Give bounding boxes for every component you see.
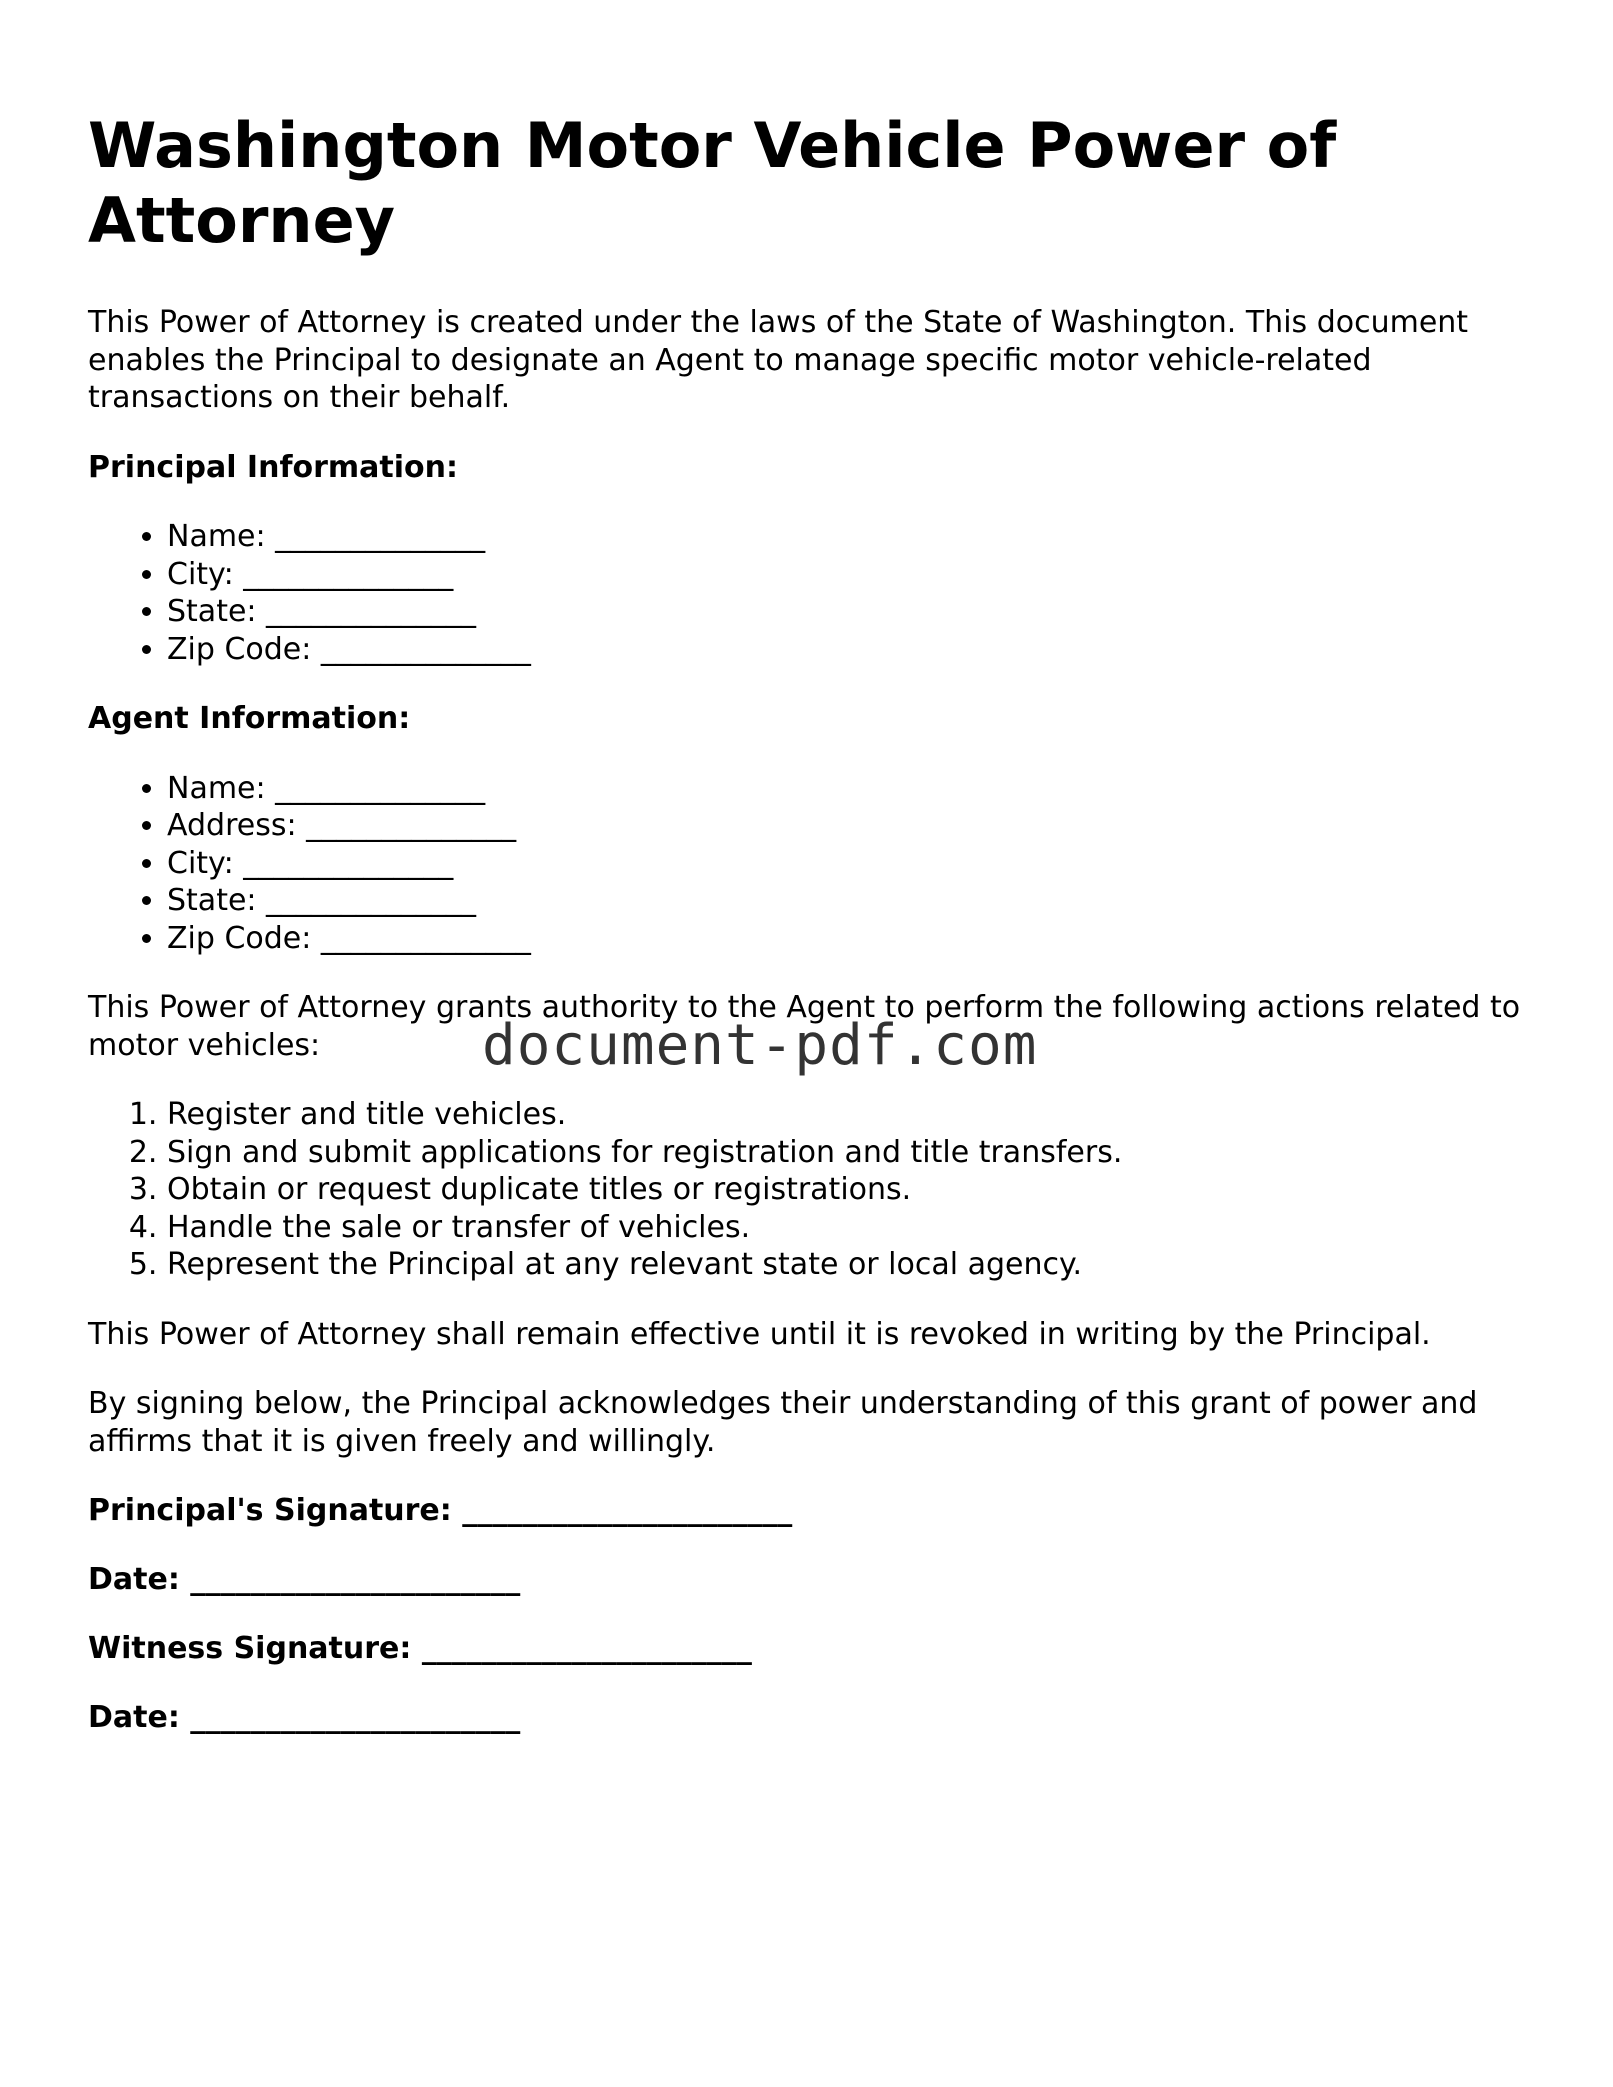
principal-date-line: Date: ______________________ bbox=[88, 1562, 521, 1597]
intro-paragraph: This Power of Attorney is created under the laws of the State of Washington. This document enables the Principal to designate an Agent to manage specific motor vehicle-related transactions on their behalf. bbox=[88, 305, 1469, 415]
action-item: 5. Represent the Principal at any relevant state or local agency. bbox=[167, 1246, 1528, 1284]
document-page bbox=[88, 108, 1528, 1768]
agent-city-field: • City: ______________ bbox=[167, 845, 1528, 883]
agent-info-heading: Agent Information: bbox=[88, 701, 411, 736]
agent-zip-field: • Zip Code: ______________ bbox=[167, 920, 1528, 958]
agent-state-field: • State: ______________ bbox=[167, 882, 1528, 920]
authority-intro-paragraph: This Power of Attorney grants authority to the Agent to perform the following actions related to motor vehicles: bbox=[88, 990, 1521, 1063]
principal-city-field: • City: ______________ bbox=[167, 556, 1528, 594]
acknowledgment-paragraph: By signing below, the Principal acknowledges their understanding of this grant of power and affirms that it is given freely and willingly. bbox=[88, 1386, 1478, 1459]
effective-clause-paragraph: This Power of Attorney shall remain effective until it is revoked in writing by the Principal. bbox=[88, 1316, 1431, 1352]
principal-fields-list bbox=[88, 518, 1528, 668]
action-item: 2. Sign and submit applications for registration and title transfers. bbox=[167, 1134, 1528, 1172]
agent-address-field: • Address: ______________ bbox=[167, 807, 1528, 845]
authorized-actions-list bbox=[88, 1096, 1528, 1284]
principal-name-field: • Name: ______________ bbox=[167, 518, 1528, 556]
principal-info-heading: Principal Information: bbox=[88, 449, 459, 485]
principal-signature-line: Principal's Signature: ______________________ bbox=[88, 1493, 793, 1528]
witness-signature-line: Witness Signature: ______________________ bbox=[88, 1631, 752, 1666]
watermark-text: document-pdf.com bbox=[482, 1013, 1038, 1078]
agent-fields-list bbox=[88, 770, 1528, 958]
principal-state-field: • State: ______________ bbox=[167, 593, 1528, 631]
principal-zip-field: • Zip Code: ______________ bbox=[167, 631, 1528, 669]
witness-date-line: Date: ______________________ bbox=[88, 1700, 521, 1735]
document-title: Washington Motor Vehicle Power of Attorney bbox=[88, 109, 1337, 257]
action-item: 4. Handle the sale or transfer of vehicles. bbox=[167, 1209, 1528, 1247]
action-item: 3. Obtain or request duplicate titles or registrations. bbox=[167, 1171, 1528, 1209]
agent-name-field: • Name: ______________ bbox=[167, 770, 1528, 808]
action-item: 1. Register and title vehicles. bbox=[167, 1096, 1528, 1134]
